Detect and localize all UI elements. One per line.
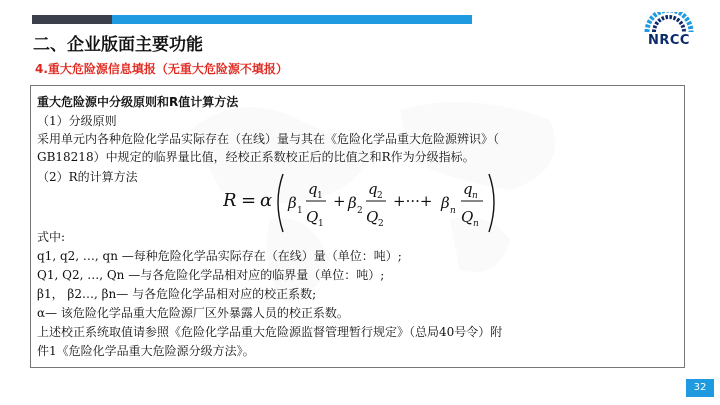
svg-text:q: q — [308, 180, 318, 198]
svg-text:β: β — [441, 194, 450, 212]
item1-heading: （1）分级原则 — [37, 114, 117, 128]
item2-heading: （2）R的计算方法 — [37, 170, 138, 184]
svg-text:+···+: +···+ — [393, 192, 433, 210]
svg-text:Q: Q — [306, 208, 319, 226]
svg-text:β: β — [288, 194, 297, 212]
svg-text:n: n — [450, 206, 456, 216]
item1-text-line2: GB18218）中规定的临界量比值，经校正系数校正后的比值之和R作为分级指标。 — [37, 150, 475, 164]
svg-text:1: 1 — [317, 191, 323, 201]
svg-text:1: 1 — [318, 219, 324, 229]
svg-text:β: β — [348, 194, 357, 212]
svg-text:1: 1 — [297, 206, 303, 216]
note-line2: 件1《危险化学品重大危险源分级方法》。 — [37, 344, 255, 358]
svg-text:Q: Q — [461, 208, 474, 226]
note-line1: 上述校正系统取值请参照《危险化学品重大危险源监督管理暂行规定》（总局40号令）附 — [37, 325, 503, 339]
content-box — [30, 85, 685, 368]
section-subtitle: 4.重大危险源信息填报（无重大危险源不填报） — [35, 62, 288, 76]
svg-text:2: 2 — [357, 206, 363, 216]
r-value-formula — [223, 166, 543, 238]
header-accent-bar-dark — [32, 15, 112, 24]
svg-text:n: n — [473, 219, 479, 229]
svg-text:2: 2 — [377, 191, 383, 201]
svg-text:Q: Q — [366, 208, 379, 226]
definition-q: q1, q2, …, qn —每种危险化学品实际存在（在线）量（单位：吨）; — [37, 249, 402, 263]
svg-text:2: 2 — [378, 219, 384, 229]
svg-text:α: α — [260, 190, 273, 211]
definition-beta: β1， β2…, βn— 与各危险化学品相对应的校正系数; — [37, 287, 317, 301]
where-label: 式中: — [37, 230, 66, 244]
definition-alpha: α— 该危险化学品重大危险源厂区外暴露人员的校正系数。 — [37, 306, 349, 320]
svg-text:=: = — [241, 190, 257, 211]
definition-Q: Q1, Q2, …, Qn —与各危险化学品相对应的临界量（单位：吨）; — [37, 268, 385, 282]
svg-text:q: q — [463, 180, 473, 198]
box-title: 重大危险源中分级原则和R值计算方法 — [37, 95, 239, 109]
svg-text:n: n — [472, 191, 478, 201]
logo-arc-icon — [644, 12, 694, 34]
page-title: 二、企业版面主要功能 — [33, 35, 203, 55]
item1-text-line1: 采用单元内各种危险化学品实际存在（在线）量与其在《危险化学品重大危险源辨识》（ — [37, 132, 500, 146]
svg-text:+: + — [333, 192, 346, 210]
logo-text: NRCC — [648, 33, 690, 48]
svg-text:q: q — [368, 180, 378, 198]
page-number-badge: 32 — [686, 379, 714, 397]
nrcc-logo — [638, 12, 700, 48]
header-accent-bar-blue — [112, 15, 472, 24]
svg-text:R: R — [223, 190, 237, 211]
